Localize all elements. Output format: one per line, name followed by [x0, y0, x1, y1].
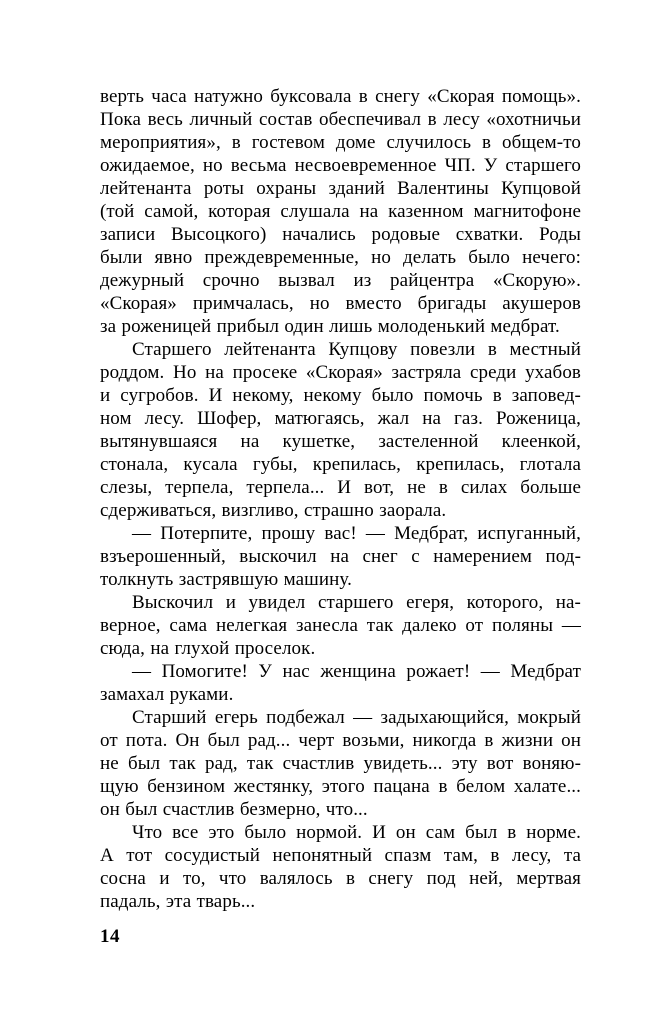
- text-line: роддом. Но на просеке «Скорая» застряла среди ухабов: [100, 362, 581, 383]
- text-line: «Скорая» примчалась, но вместо бригады акушеров: [100, 293, 581, 314]
- text-line: Старший егерь подбежал — задыхающийся, мокрый: [132, 707, 581, 728]
- text-line: Пока весь личный состав обеспечивал в лесу «охотничьи: [100, 109, 581, 130]
- page-text: [100, 85, 581, 913]
- text-line: — Потерпите, прошу вас! — Медбрат, испуганный,: [132, 523, 581, 544]
- text-line: мероприятия», в гостевом доме случилось в общем-то: [100, 132, 581, 153]
- text-line: за роженицей прибыл один лишь молоденький медбрат.: [100, 316, 560, 337]
- paragraph: [100, 338, 581, 522]
- text-line: замахал руками.: [100, 684, 234, 705]
- text-line: лейтенанта роты охраны зданий Валентины Купцовой: [100, 178, 581, 199]
- paragraph: [100, 821, 581, 913]
- page-number: 14: [100, 926, 120, 947]
- paragraph: [100, 706, 581, 821]
- text-line: падаль, эта тварь...: [100, 891, 256, 912]
- text-line: толкнуть застрявшую машину.: [100, 569, 352, 590]
- text-line: (той самой, которая слушала на казенном магнитофоне: [100, 201, 581, 222]
- text-line: верное, сама нелегкая занесла так далеко от поляны —: [100, 615, 581, 636]
- text-line: и сугробов. И некому, некому было помочь в заповед-: [100, 385, 581, 406]
- text-line: сдерживаться, визгливо, страшно заорала.: [100, 500, 447, 521]
- text-line: — Помогите! У нас женщина рожает! — Медбрат: [132, 661, 581, 682]
- text-line: щую бензином жестянку, этого пацана в белом халате...: [100, 776, 581, 797]
- text-line: были явно преждевременные, но делать было нечего:: [100, 247, 581, 268]
- text-line: верть часа натужно буксовала в снегу «Скорая помощь».: [100, 86, 581, 107]
- text-line: ожидаемое, но весьма несвоевременное ЧП. У старшего: [100, 155, 581, 176]
- paragraph: [100, 591, 581, 660]
- paragraph: [100, 85, 581, 338]
- paragraph: [100, 660, 581, 706]
- paragraph: [100, 522, 581, 591]
- text-line: взъерошенный, выскочил на снег с намерением под-: [100, 546, 581, 567]
- text-line: сюда, на глухой проселок.: [100, 638, 316, 659]
- text-line: он был счастлив безмерно, что...: [100, 799, 368, 820]
- text-line: А тот сосудистый непонятный спазм там, в лесу, та: [100, 845, 581, 866]
- text-line: записи Высоцкого) начались родовые схватки. Роды: [100, 224, 581, 245]
- text-line: от пота. Он был рад... черт возьми, никогда в жизни он: [100, 730, 581, 751]
- text-line: Что все это было нормой. И он сам был в норме.: [132, 822, 581, 843]
- text-line: не был так рад, так счастлив увидеть... эту вот воняю-: [100, 753, 581, 774]
- text-line: дежурный срочно вызвал из райцентра «Скорую».: [100, 270, 581, 291]
- text-line: Старшего лейтенанта Купцову повезли в местный: [132, 339, 581, 360]
- text-line: вытянувшаяся на кушетке, застеленной клеенкой,: [100, 431, 581, 452]
- text-line: стонала, кусала губы, крепилась, крепилась, глотала: [100, 454, 581, 475]
- text-line: слезы, терпела, терпела... И вот, не в силах больше: [100, 477, 581, 498]
- text-line: Выскочил и увидел старшего егеря, которого, на-: [132, 592, 581, 613]
- text-line: сосна и то, что валялось в снегу под ней, мертвая: [100, 868, 581, 889]
- text-line: ном лесу. Шофер, матюгаясь, жал на газ. Роженица,: [100, 408, 581, 429]
